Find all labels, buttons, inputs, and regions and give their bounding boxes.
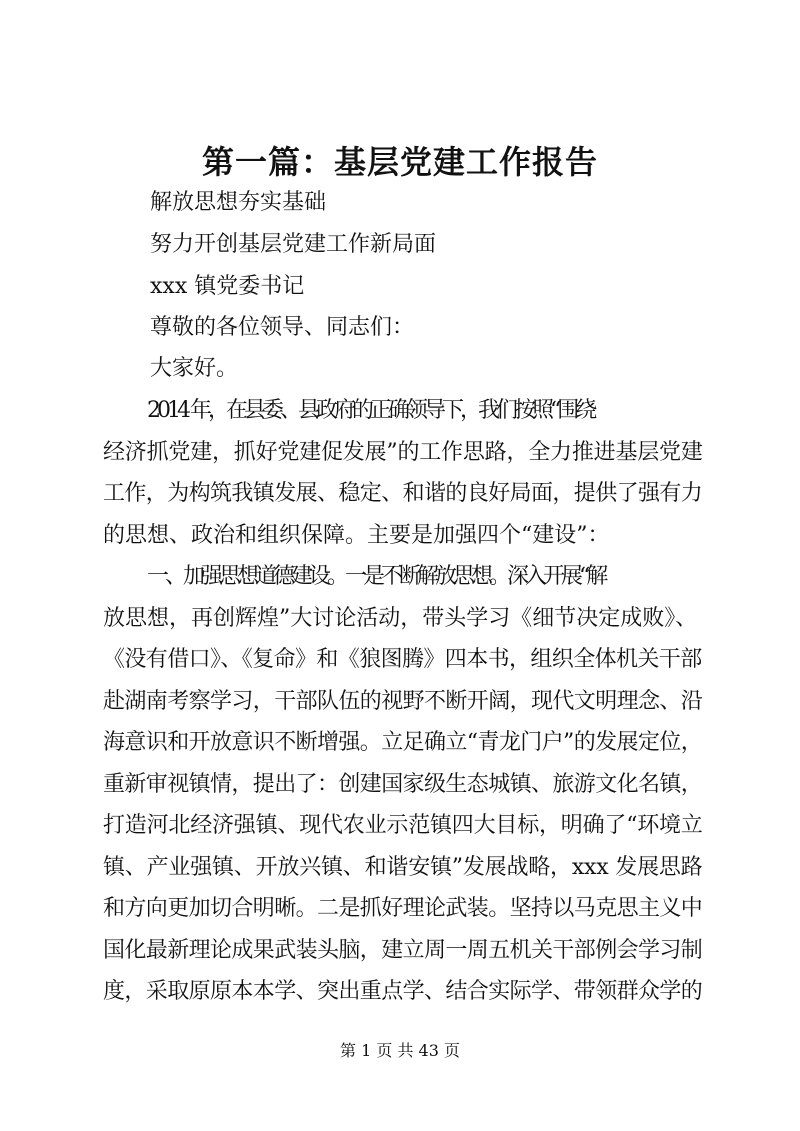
body-paragraph-1 (103, 390, 703, 556)
header-line-2: 努力开创基层党建工作新局面 (150, 232, 437, 257)
paragraph-line: 《没有借口》、《复命》和《狼图腾》四本书，组织全体机关干部 (103, 647, 702, 672)
paragraph-line: 国化最新理论成果武装头脑，建立周一周五机关干部例会学习制 (103, 937, 703, 963)
paragraph-line: 打造河北经济强镇、现代农业示范镇四大目标，明确了“环境立 (103, 813, 703, 838)
paragraph-line: 2014 年，在县委、县政府的正确领导下，我们按照“围绕 (147, 398, 594, 423)
paragraph-line: 放思想，再创辉煌”大讨论活动，带头学习《细节决定成败》、 (103, 605, 698, 631)
author-line: xxx 镇党委书记 (150, 274, 305, 299)
paragraph-line: 的思想、政治和组织保障。主要是加强四个“建设”： (103, 522, 610, 548)
document-title: 第一篇：基层党建工作报告 (201, 143, 598, 181)
paragraph-line: 海意识和开放意识不断增强。立足确立“青龙门户”的发展定位， (103, 730, 703, 755)
paragraph-line: 重新审视镇情，提出了：创建国家级生态城镇、旅游文化名镇， (103, 771, 703, 797)
greeting-line: 大家好。 (150, 356, 239, 381)
paragraph-line: 经济抓党建，抓好党建促发展”的工作思路，全力推进基层党建 (103, 439, 703, 465)
page-footer: 第 1 页 共 43 页 (340, 1041, 460, 1060)
header-line-1: 解放思想夯实基础 (150, 190, 327, 215)
paragraph-line: 和方向更加切合明晰。二是抓好理论武装。坚持以马克思主义中 (103, 896, 703, 921)
paragraph-line: 赴湖南考察学习，干部队伍的视野不断开阔，现代文明理念、沿 (103, 688, 703, 714)
body-paragraph-2 (103, 556, 703, 1013)
document-body (103, 390, 703, 1013)
paragraph-line: 工作，为构筑我镇发展、稳定、和谐的良好局面，提供了强有力 (103, 481, 703, 506)
paragraph-line: 一、加强思想道德建设。一是不断解放思想。深入开展“解 (147, 564, 605, 589)
paragraph-line: 度，采取原原本本学、突出重点学、结合实际学、带领群众学的 (103, 979, 703, 1004)
paragraph-line: 镇、产业强镇、开放兴镇、和谐安镇”发展战略，xxx 发展思路 (103, 854, 703, 880)
salutation-line: 尊敬的各位领导、同志们： (150, 315, 415, 340)
